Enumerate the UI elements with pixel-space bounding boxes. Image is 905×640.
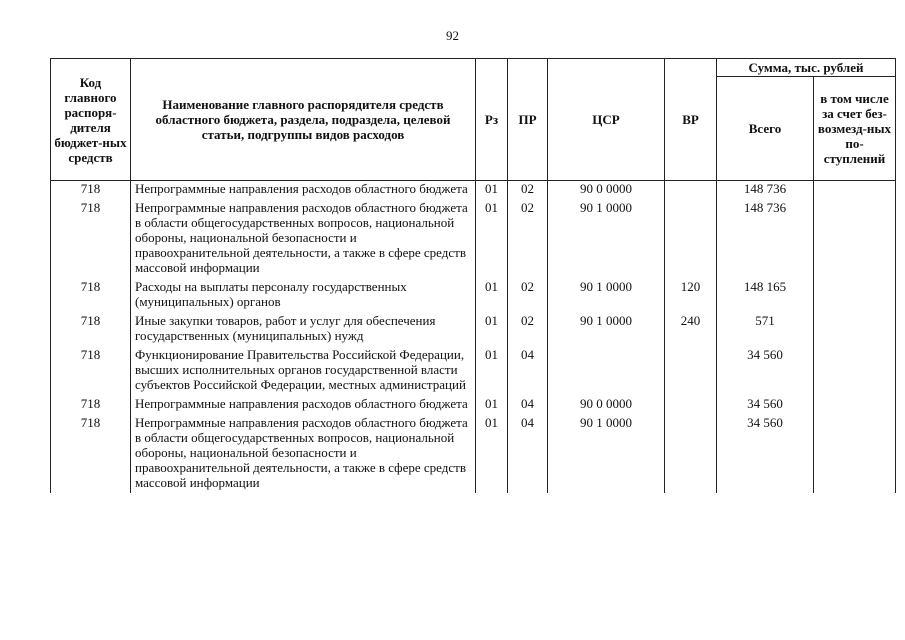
cell-code: 718 [51, 278, 131, 312]
table-row [51, 395, 896, 414]
header-gratuitous: в том числе за счет без-возмезд-ных по-ступлений [814, 77, 896, 181]
cell-rz: 01 [476, 199, 508, 278]
cell-name: Расходы на выплаты персоналу государственных (муниципальных) органов [131, 278, 476, 312]
cell-vr: 120 [665, 278, 717, 312]
cell-pr: 04 [508, 414, 548, 493]
cell-vr [665, 199, 717, 278]
cell-name: Иные закупки товаров, работ и услуг для обеспечения государственных (муниципальных) нужд [131, 312, 476, 346]
cell-total: 571 [717, 312, 814, 346]
header-pr: ПР [508, 59, 548, 181]
cell-csr: 90 1 0000 [548, 278, 665, 312]
cell-rz: 01 [476, 312, 508, 346]
header-rz: Рз [476, 59, 508, 181]
cell-pr: 02 [508, 199, 548, 278]
cell-total: 148 736 [717, 199, 814, 278]
cell-pr: 02 [508, 181, 548, 200]
table-row [51, 181, 896, 200]
cell-csr: 90 1 0000 [548, 312, 665, 346]
cell-name: Непрограммные направления расходов областного бюджета в области общегосударственных вопросов, национальной обороны, национальной безопасности и правоохранительной деятельности, а также в сфере средств массовой информации [131, 199, 476, 278]
table-row [51, 346, 896, 395]
cell-gratuitous [814, 346, 896, 395]
cell-gratuitous [814, 181, 896, 200]
cell-total: 34 560 [717, 395, 814, 414]
cell-csr: 90 0 0000 [548, 181, 665, 200]
cell-code: 718 [51, 346, 131, 395]
cell-name: Непрограммные направления расходов областного бюджета в области общегосударственных вопросов, национальной обороны, национальной безопасности и правоохранительной деятельности, а также в сфере средств массовой информации [131, 414, 476, 493]
header-vr: ВР [665, 59, 717, 181]
cell-vr [665, 181, 717, 200]
table-row [51, 414, 896, 493]
table-header [51, 59, 896, 181]
cell-vr [665, 395, 717, 414]
cell-code: 718 [51, 199, 131, 278]
cell-code: 718 [51, 395, 131, 414]
budget-table [50, 58, 896, 493]
cell-rz: 01 [476, 278, 508, 312]
header-total: Всего [717, 77, 814, 181]
cell-name: Функционирование Правительства Российской Федерации, высших исполнительных органов государственной власти субъектов Российской Федерации, местных администраций [131, 346, 476, 395]
cell-code: 718 [51, 312, 131, 346]
cell-gratuitous [814, 312, 896, 346]
table-row [51, 278, 896, 312]
cell-pr: 02 [508, 312, 548, 346]
cell-gratuitous [814, 395, 896, 414]
header-sum: Сумма, тыс. рублей [717, 59, 896, 77]
cell-rz: 01 [476, 346, 508, 395]
cell-vr [665, 346, 717, 395]
cell-total: 34 560 [717, 346, 814, 395]
cell-total: 148 165 [717, 278, 814, 312]
cell-csr: 90 1 0000 [548, 199, 665, 278]
cell-rz: 01 [476, 181, 508, 200]
header-code: Код главного распоря-дителя бюджет-ных средств [51, 59, 131, 181]
cell-total: 34 560 [717, 414, 814, 493]
cell-total: 148 736 [717, 181, 814, 200]
cell-csr: 90 0 0000 [548, 395, 665, 414]
cell-csr: 90 1 0000 [548, 414, 665, 493]
table-body [51, 181, 896, 494]
cell-code: 718 [51, 414, 131, 493]
cell-name: Непрограммные направления расходов областного бюджета [131, 181, 476, 200]
cell-vr [665, 414, 717, 493]
header-csr: ЦСР [548, 59, 665, 181]
cell-pr: 04 [508, 395, 548, 414]
cell-code: 718 [51, 181, 131, 200]
cell-rz: 01 [476, 395, 508, 414]
table-row [51, 199, 896, 278]
cell-gratuitous [814, 278, 896, 312]
cell-csr [548, 346, 665, 395]
cell-vr: 240 [665, 312, 717, 346]
cell-gratuitous [814, 414, 896, 493]
page-number: 92 [446, 28, 459, 43]
cell-pr: 02 [508, 278, 548, 312]
cell-gratuitous [814, 199, 896, 278]
header-name: Наименование главного распорядителя средств областного бюджета, раздела, подраздела, целевой статьи, подгруппы видов расходов [131, 59, 476, 181]
cell-pr: 04 [508, 346, 548, 395]
table-row [51, 312, 896, 346]
cell-rz: 01 [476, 414, 508, 493]
cell-name: Непрограммные направления расходов областного бюджета [131, 395, 476, 414]
